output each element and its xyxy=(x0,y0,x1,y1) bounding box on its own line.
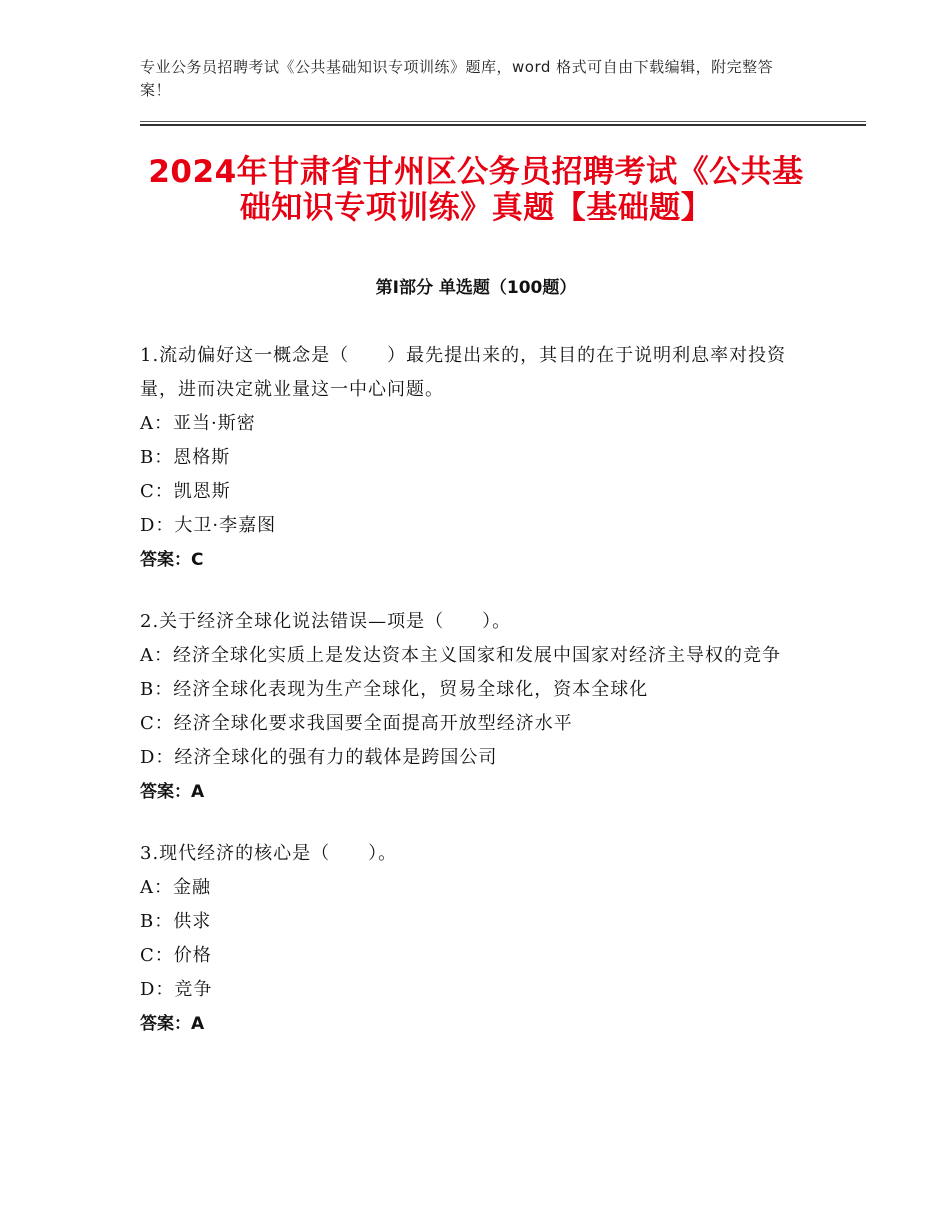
option-d: D：大卫·李嘉图 xyxy=(140,515,277,536)
option-c: C：凯恩斯 xyxy=(140,481,231,502)
option-a: A：经济全球化实质上是发达资本主义国家和发展中国家对经济主导权的竞争 xyxy=(140,645,781,666)
option-c: C：经济全球化要求我国要全面提高开放型经济水平 xyxy=(140,713,573,734)
option-d: D：竞争 xyxy=(140,979,213,1000)
question-stem: 3.现代经济的核心是（ ）。 xyxy=(140,843,398,864)
document-title: 2024年甘肃省甘州区公务员招聘考试《公共基础知识专项训练》真题【基础题】 xyxy=(148,154,804,226)
answer-label: 答案：A xyxy=(140,1014,205,1034)
option-b: B：经济全球化表现为生产全球化，贸易全球化，资本全球化 xyxy=(140,679,649,700)
option-a: A：金融 xyxy=(140,877,211,898)
option-a: A：亚当·斯密 xyxy=(140,413,256,434)
answer-label: 答案：A xyxy=(140,782,205,802)
question-stem: 1.流动偏好这一概念是（ ）最先提出来的，其目的在于说明利息率对投资量，进而决定就业量这一中心问题。 xyxy=(140,345,787,400)
option-b: B：恩格斯 xyxy=(140,447,231,468)
question-list xyxy=(140,339,812,1069)
option-b: B：供求 xyxy=(140,911,212,932)
header-divider-thin xyxy=(140,121,866,122)
question-2 xyxy=(140,605,812,809)
question-3 xyxy=(140,837,812,1041)
question-1 xyxy=(140,339,812,577)
option-d: D：经济全球化的强有力的载体是跨国公司 xyxy=(140,747,498,768)
question-stem: 2.关于经济全球化说法错误—项是（ ）。 xyxy=(140,611,512,632)
header-note: 专业公务员招聘考试《公共基础知识专项训练》题库，word 格式可自由下载编辑，附完整答案！ xyxy=(140,58,774,99)
answer-label: 答案：C xyxy=(140,550,204,570)
header-divider-thick xyxy=(140,124,866,126)
option-c: C：价格 xyxy=(140,945,212,966)
section-heading: 第Ⅰ部分 单选题（100题） xyxy=(375,278,577,298)
